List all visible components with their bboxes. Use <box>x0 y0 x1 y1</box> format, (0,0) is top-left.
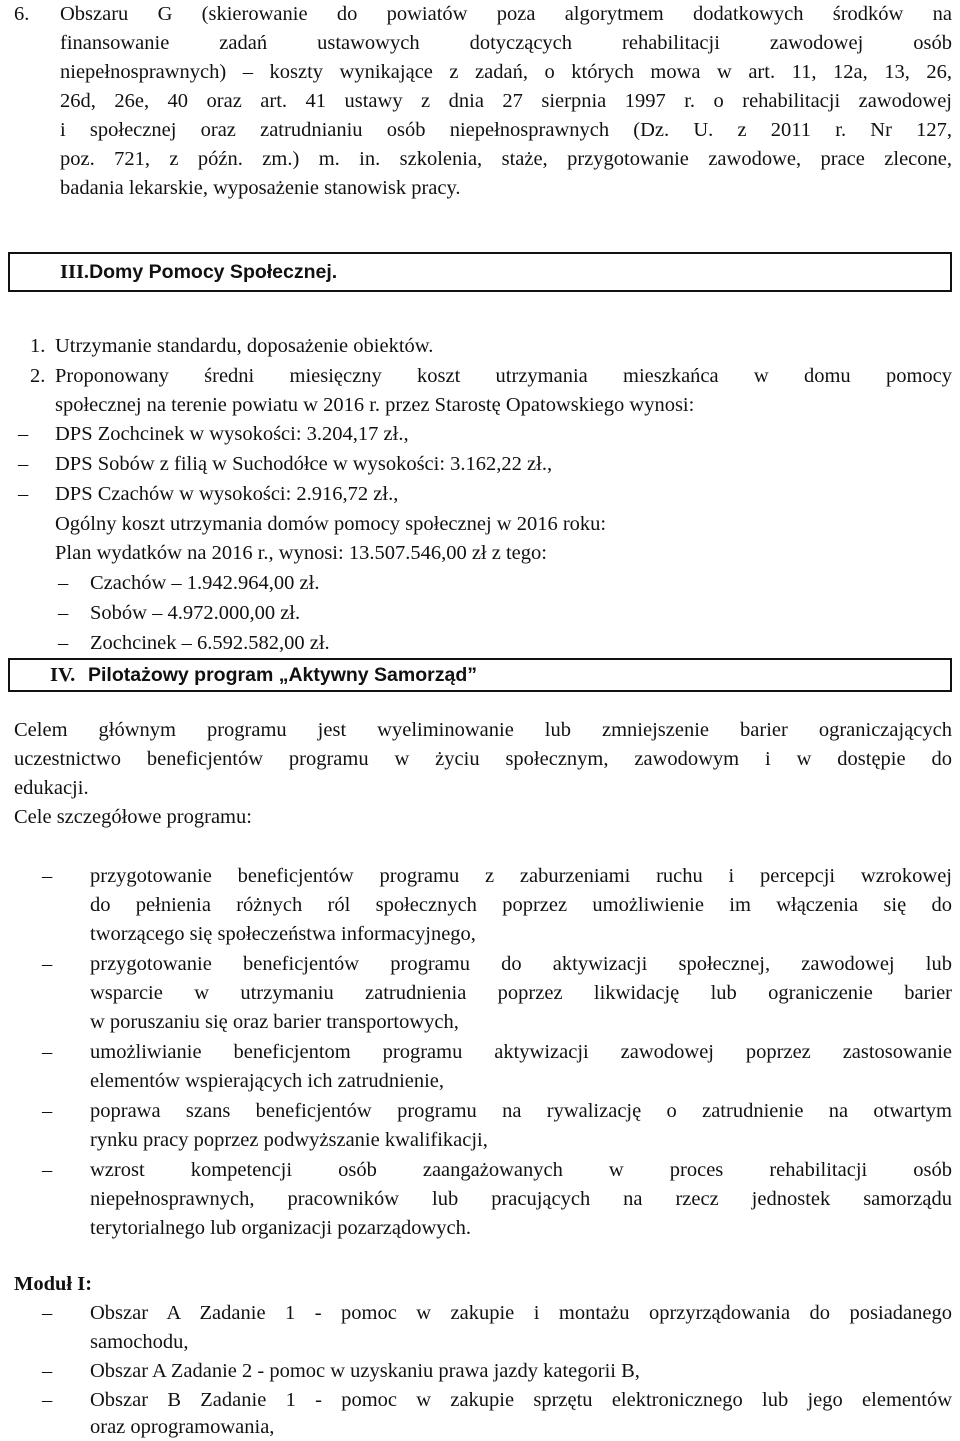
module-item-line: oraz oprogramowania, <box>90 1416 275 1438</box>
paragraph-line: i społecznej oraz zatrudnianiu osób niepełnosprawnych (Dz. U. z 2011 r. Nr 127, <box>60 119 952 141</box>
goal-line: wsparcie w utrzymaniu zatrudnienia poprzez likwidację lub ograniczenie barier <box>90 982 952 1004</box>
dash-bullet: – <box>42 1389 53 1411</box>
dash-bullet: – <box>18 423 29 445</box>
total-cost-line: Ogólny koszt utrzymania domów pomocy społecznej w 2016 roku: <box>55 513 607 535</box>
paragraph-line: niepełnosprawnych) – koszty wynikające z zadań, o których mowa w art. 11, 12a, 13, 26, <box>60 61 952 83</box>
dps-cost-item: DPS Sobów z filią w Suchodółce w wysokości: 3.162,22 zł., <box>55 453 553 475</box>
dash-bullet: – <box>18 453 29 475</box>
goal-line: umożliwianie beneficjentom programu aktywizacji zawodowej poprzez zastosowanie <box>90 1041 952 1063</box>
dash-bullet: – <box>58 602 69 624</box>
item-number: 1. <box>30 335 46 357</box>
module-item-line: Obszar A Zadanie 1 - pomoc w zakupie i montażu oprzyrządowania do posiadanego <box>90 1302 952 1324</box>
section-heading <box>60 258 337 286</box>
section-title: Pilotażowy program „Aktywny Samorząd” <box>88 664 478 686</box>
module-item-line: Obszar A Zadanie 2 - pomoc w uzyskaniu prawa jazdy kategorii B, <box>90 1360 640 1382</box>
paragraph-line: Obszaru G (skierowanie do powiatów poza algorytmem dodatkowych środków na <box>60 3 952 25</box>
paragraph-line: 26d, 26e, 40 oraz art. 41 ustawy z dnia 27 sierpnia 1997 r. o rehabilitacji zawodowej <box>60 90 952 112</box>
goal-line: niepełnosprawnych, pracowników lub pracujących na rzecz jednostek samorządu <box>90 1188 952 1210</box>
item-number: 2. <box>30 365 46 387</box>
paragraph-line: społecznej na terenie powiatu w 2016 r. przez Starostę Opatowskiego wynosi: <box>55 394 695 416</box>
section-roman-numeral: III. <box>60 261 90 283</box>
section-heading <box>50 661 477 689</box>
dash-bullet: – <box>42 953 53 975</box>
goal-line: wzrost kompetencji osób zaangażowanych w proces rehabilitacji osób <box>90 1159 952 1181</box>
goals-heading: Cele szczegółowe programu: <box>14 806 252 828</box>
paragraph-line: edukacji. <box>14 777 89 799</box>
goal-line: do pełnienia różnych ról społecznych poprzez umożliwienie im włączenia się do <box>90 894 952 916</box>
paragraph-line: Proponowany średni miesięczny koszt utrzymania mieszkańca w domu pomocy <box>55 365 952 387</box>
list-item-text: Utrzymanie standardu, doposażenie obiektów. <box>55 335 434 357</box>
dash-bullet: – <box>18 483 29 505</box>
module-item-line: Obszar B Zadanie 1 - pomoc w zakupie sprzętu elektronicznego lub jego elementów <box>90 1389 952 1411</box>
module-heading: Moduł I: <box>14 1273 93 1295</box>
module-item-line: samochodu, <box>90 1331 189 1353</box>
paragraph-line: poz. 721, z późn. zm.) m. in. szkolenia, staże, przygotowanie zawodowe, prace zlecone, <box>60 148 952 170</box>
plan-item: Czachów – 1.942.964,00 zł. <box>90 572 320 594</box>
paragraph-line: badania lekarskie, wyposażenie stanowisk pracy. <box>60 177 461 199</box>
section-roman-numeral: IV. <box>50 664 76 686</box>
dash-bullet: – <box>42 1100 53 1122</box>
goal-line: przygotowanie beneficjentów programu z zaburzeniami ruchu i percepcji wzrokowej <box>90 865 952 887</box>
goal-line: poprawa szans beneficjentów programu na rywalizację o zatrudnienie na otwartym <box>90 1100 952 1122</box>
dps-cost-item: DPS Zochcinek w wysokości: 3.204,17 zł., <box>55 423 409 445</box>
plan-item: Zochcinek – 6.592.582,00 zł. <box>90 632 330 654</box>
dash-bullet: – <box>42 1041 53 1063</box>
goal-line: terytorialnego lub organizacji pozarządowych. <box>90 1217 471 1239</box>
dash-bullet: – <box>42 1302 53 1324</box>
dash-bullet: – <box>42 865 53 887</box>
dash-bullet: – <box>58 632 69 654</box>
dps-cost-item: DPS Czachów w wysokości: 2.916,72 zł., <box>55 483 399 505</box>
goal-line: w poruszaniu się oraz barier transportowych, <box>90 1011 459 1033</box>
goal-line: elementów wspierających ich zatrudnienie, <box>90 1070 445 1092</box>
plan-item: Sobów – 4.972.000,00 zł. <box>90 602 301 624</box>
plan-line: Plan wydatków na 2016 r., wynosi: 13.507.546,00 zł z tego: <box>55 542 547 564</box>
section-title: Domy Pomocy Społecznej. <box>89 261 338 283</box>
goal-line: przygotowanie beneficjentów programu do aktywizacji społecznej, zawodowej lub <box>90 953 952 975</box>
paragraph-line: uczestnictwo beneficjentów programu w życiu społecznym, zawodowym i w dostępie do <box>14 748 952 770</box>
goal-line: rynku pracy poprzez podwyższanie kwalifikacji, <box>90 1129 488 1151</box>
dash-bullet: – <box>58 572 69 594</box>
dash-bullet: – <box>42 1159 53 1181</box>
item-number: 6. <box>14 3 30 25</box>
goal-line: tworzącego się społeczeństwa informacyjnego, <box>90 923 476 945</box>
dash-bullet: – <box>42 1360 53 1382</box>
paragraph-line: finansowanie zadań ustawowych dotyczących rehabilitacji zawodowej osób <box>60 32 952 54</box>
paragraph-line: Celem głównym programu jest wyeliminowanie lub zmniejszenie barier ograniczających <box>14 719 952 741</box>
